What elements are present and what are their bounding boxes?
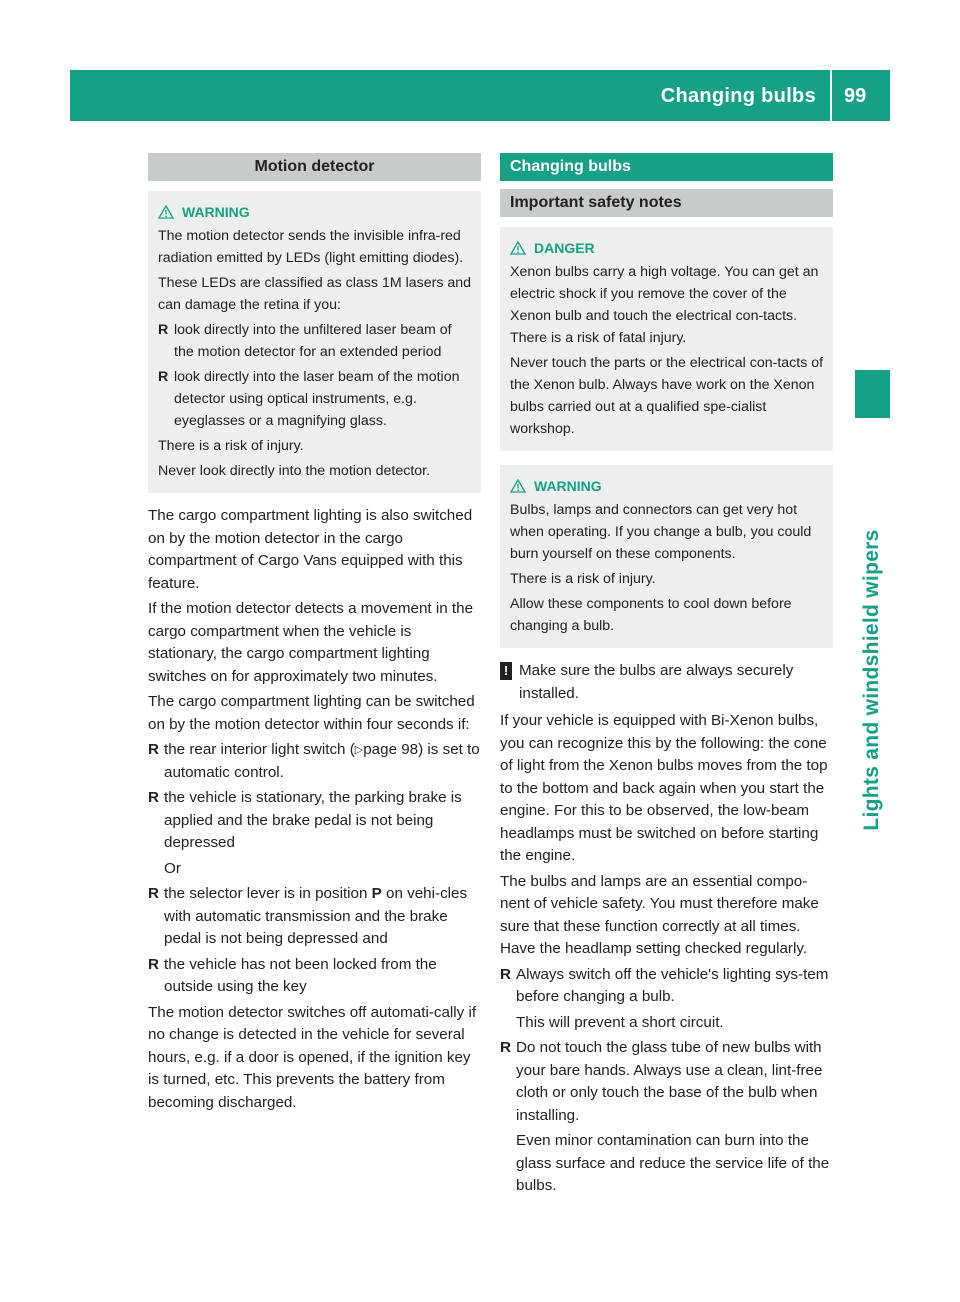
- list-item: R the vehicle has not been locked from the outside using the key: [148, 955, 437, 995]
- list-item-note: This will prevent a short circuit.: [516, 1013, 724, 1031]
- list-item: R the selector lever is in position P on vehi-cles with automatic transmission and the brake pedal is not being depressed and: [148, 885, 468, 947]
- list-item: R look directly into the unfiltered laser beam of the motion detector for an extended period: [158, 322, 452, 360]
- list-item: R the vehicle is stationary, the parking brake is applied and the brake pedal is not being depressed Or: [148, 787, 481, 880]
- list-item-note: Even minor contamination can burn into the glass surface and reduce the service life of the bulbs.: [516, 1132, 830, 1194]
- warning-triangle-icon: [158, 205, 174, 219]
- side-tab-label: Lights and windshield wipers: [860, 529, 883, 831]
- conditions-list: [148, 739, 481, 999]
- note-exclamation-icon: !: [500, 662, 512, 680]
- paragraph: The bulbs and lamps are an essential compo-nent of vehicle safety. You must therefore make sure that these function correctly at all times. Have the headlamp setting checked regularly.: [500, 872, 819, 957]
- danger-paragraph: Xenon bulbs carry a high voltage. You can get an electric shock if you remove the cover of the Xenon bulb and touch the electrical con-tacts. There is a risk of fatal injury.: [510, 264, 819, 346]
- changing-bulbs-body: [500, 660, 833, 1198]
- paragraph: The motion detector switches off automati-cally if no change is detected in the vehicle for several hours, e.g. if a door is opened, if the ignition key is turned, etc. This prevents the battery from becoming discharged.: [148, 1003, 477, 1111]
- warning-intro: The motion detector sends the invisible infra-red radiation emitted by LEDs (light emitting diodes).: [158, 228, 464, 266]
- warning-triangle-icon: [510, 479, 526, 493]
- list-item: R look directly into the laser beam of the motion detector using optical instruments, e.g. eyeglasses or a magnifying glass.: [158, 369, 460, 429]
- header-divider: [830, 70, 832, 121]
- list-item: R Always switch off the vehicle's lighting sys-tem before changing a bulb. This will prevent a short circuit.: [500, 964, 833, 1035]
- page-header: [70, 70, 890, 121]
- paragraph: If the motion detector detects a movement in the cargo compartment when the vehicle is stationary, the cargo compartment lighting switches on for approximately two minutes.: [148, 600, 474, 685]
- warning-label: WARNING: [534, 478, 602, 494]
- warning-list: [158, 319, 473, 432]
- header-title: Changing bulbs: [660, 85, 816, 107]
- warning-box: [500, 465, 833, 648]
- paragraph: The cargo compartment lighting can be switched on by the motion detector within four seconds if:: [148, 693, 475, 733]
- warning-label: WARNING: [182, 204, 250, 220]
- note-text: Make sure the bulbs are always securely installed.: [519, 662, 794, 702]
- paragraph: The cargo compartment lighting is also switched on by the motion detector in the cargo compartment of Cargo Vans equipped with this feature.: [148, 507, 473, 592]
- danger-header: [510, 237, 825, 259]
- section-heading-motion-detector: Motion detector: [148, 153, 481, 181]
- left-column: [148, 153, 481, 1117]
- warning-paragraph: Bulbs, lamps and connectors can get very hot when operating. If you change a bulb, you could burn yourself on these components.: [510, 502, 812, 562]
- warning-paragraph: These LEDs are classified as class 1M lasers and can damage the retina if you:: [158, 275, 472, 313]
- paragraph: If your vehicle is equipped with Bi-Xenon bulbs, you can recognize this by the following: the cone of light from the Xenon bulbs moves from the top to the bottom and back again when you start the engine. For this to be observed, the low-beam headlamps must be switched on before starting the engine.: [500, 712, 828, 864]
- warning-header: [510, 475, 825, 497]
- danger-paragraph: Never touch the parts or the electrical con-tacts of the Xenon bulb. Always have work on the Xenon bulbs carried out at a qualified spe-cialist workshop.: [510, 355, 824, 437]
- warning-advice: Never look directly into the motion detector.: [158, 463, 431, 479]
- warning-triangle-icon: [510, 241, 526, 255]
- right-column: [500, 153, 833, 1201]
- list-item: R the rear interior light switch (▷page 98) is set to automatic control.: [148, 741, 480, 781]
- warning-header: [158, 201, 473, 223]
- warning-risk: There is a risk of injury.: [510, 571, 656, 587]
- page-reference-link[interactable]: page 98: [363, 741, 419, 758]
- warning-advice: Allow these components to cool down before changing a bulb.: [510, 596, 792, 634]
- section-heading-changing-bulbs: Changing bulbs: [500, 153, 833, 181]
- page-reference-icon: ▷: [354, 744, 364, 756]
- subheading-safety-notes: Important safety notes: [500, 189, 833, 217]
- list-item: R Do not touch the glass tube of new bulbs with your bare hands. Always use a clean, lint-free cloth or only touch the base of the bulb when installing. Even minor contamination can burn into the glass surface and reduce the service life of the bulbs.: [500, 1037, 833, 1198]
- danger-label: DANGER: [534, 240, 595, 256]
- note: [500, 660, 833, 705]
- motion-detector-body: [148, 505, 481, 1114]
- or-label: Or: [164, 859, 181, 877]
- warning-risk: There is a risk of injury.: [158, 438, 304, 454]
- side-tab-marker: [855, 370, 890, 418]
- instructions-list: [500, 964, 833, 1198]
- page-number: 99: [844, 85, 867, 107]
- danger-box: [500, 227, 833, 451]
- warning-box: [148, 191, 481, 493]
